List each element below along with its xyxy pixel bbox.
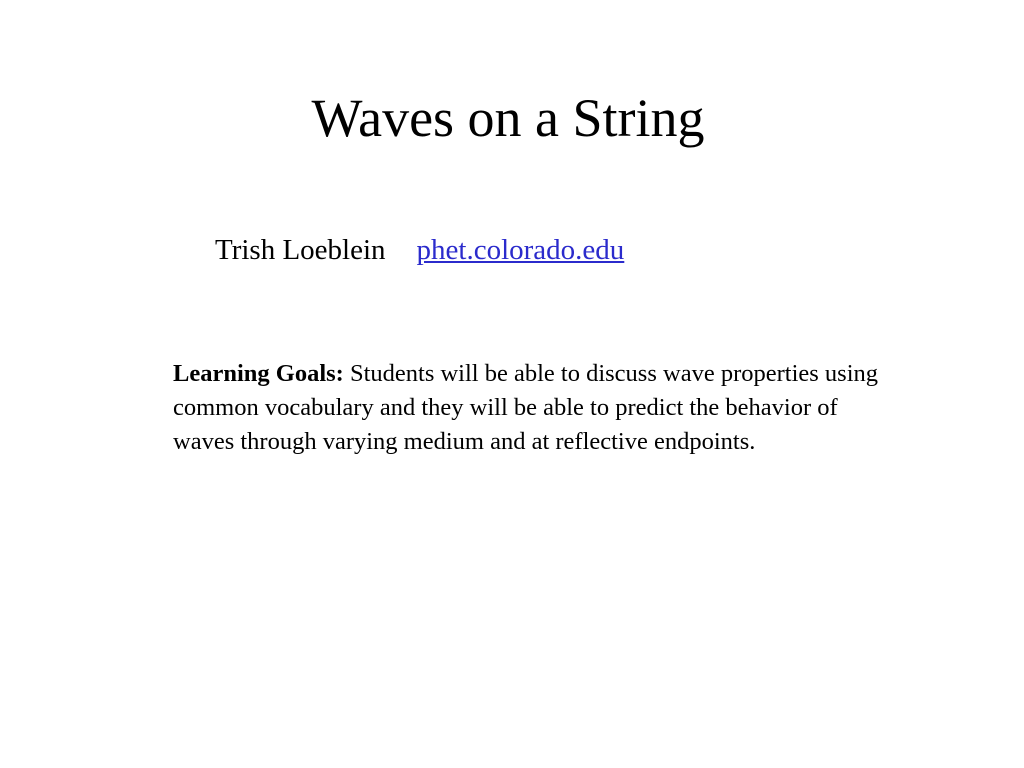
- learning-goals-paragraph: [173, 357, 883, 459]
- learning-goals-label: Learning Goals:: [173, 360, 344, 387]
- learning-goals-text: Students will be able to discuss wave properties using common vocabulary and they will be able to predict the behavior of waves through varying medium and at reflective endpoints.: [173, 360, 878, 455]
- byline: [215, 230, 624, 270]
- slide-title: Waves on a String: [311, 88, 705, 148]
- phet-link[interactable]: phet.colorado.edu: [416, 234, 625, 266]
- author-name: Trish Loeblein: [215, 234, 386, 266]
